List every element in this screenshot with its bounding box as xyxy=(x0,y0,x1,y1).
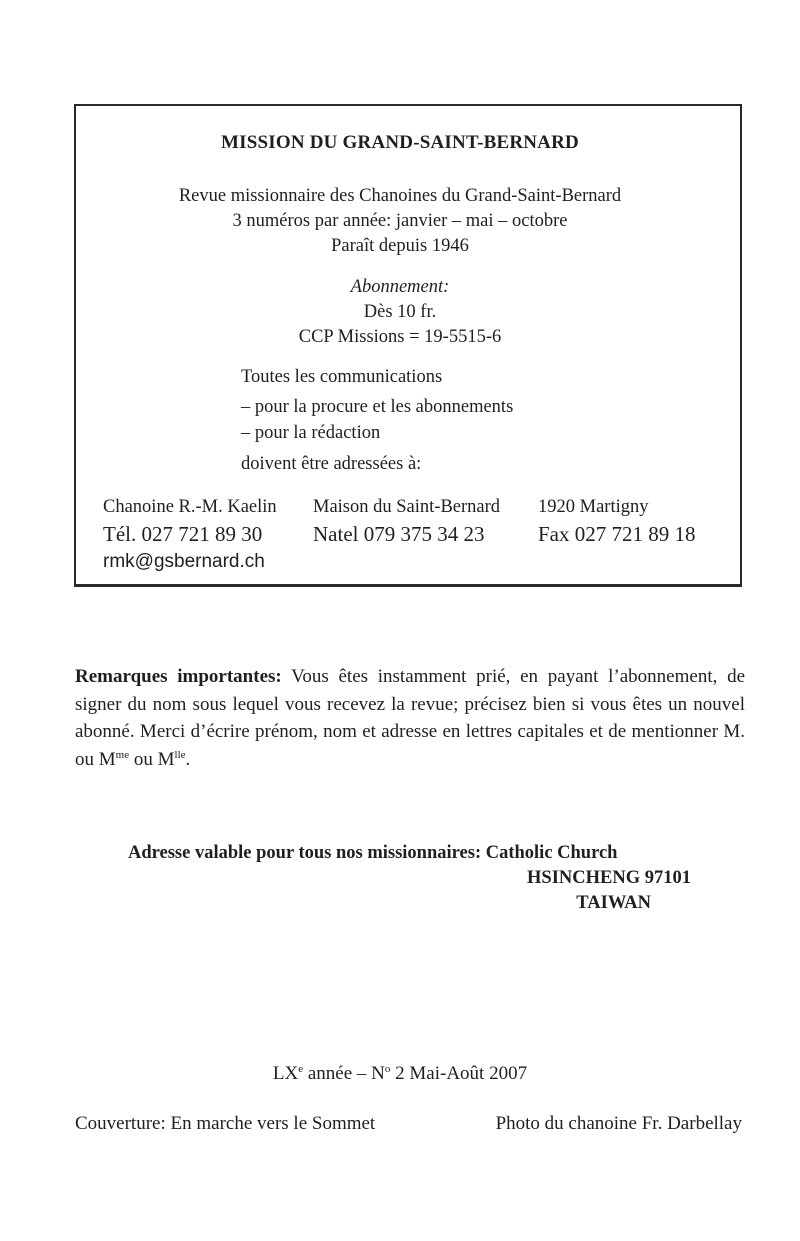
contact-house: Maison du Saint-Bernard xyxy=(313,497,501,517)
issue-number-label: année – N xyxy=(303,1063,385,1084)
address-line-2: HSINCHENG 97101 xyxy=(527,868,691,888)
photo-credit: Photo du chanoine Fr. Darbellay xyxy=(495,1113,742,1134)
remarks-sup-lle: lle xyxy=(174,748,186,761)
issue-volume-sup: e xyxy=(298,1063,304,1075)
remarks-sup-me: me xyxy=(115,748,130,761)
contact-city: 1920 Martigny xyxy=(538,497,649,517)
communications-outro: doivent être adressées à: xyxy=(241,454,422,474)
subscription-heading: Abonnement: xyxy=(350,277,450,297)
remarks-end: . xyxy=(185,748,191,770)
remarks-paragraph xyxy=(75,663,745,773)
issue-date: 2 Mai-Août 2007 xyxy=(390,1063,528,1084)
remarks-text: Vous êtes instamment prié, en payant l’abonnement, de signer du nom sous lequel vous recevez la revue; précisez bien si vous êtes un nouvel abonné. Merci d’écrire prénom, nom et adresse en lettres capitales et de mentionner M. ou M xyxy=(75,666,745,770)
issue-line xyxy=(0,1063,800,1085)
contact-email: rmk@gsbernard.ch xyxy=(103,551,265,572)
subscription-price: Dès 10 fr. xyxy=(363,302,437,322)
issue-volume: LX xyxy=(272,1063,299,1084)
subtitle-line-3: Paraît depuis 1946 xyxy=(331,236,469,256)
contact-fax: Fax 027 721 89 18 xyxy=(538,522,696,546)
contact-name: Chanoine R.-M. Kaelin xyxy=(103,497,277,517)
subtitle-line-1: Revue missionnaire des Chanoines du Grand-Saint-Bernard xyxy=(178,186,622,206)
address-line-3: TAIWAN xyxy=(576,893,651,913)
communications-item-2: – pour la rédaction xyxy=(241,423,381,443)
communications-intro: Toutes les communications xyxy=(241,367,443,387)
remarks-label: Remarques importantes: xyxy=(75,666,282,687)
ccp-account: CCP Missions = 19-5515-6 xyxy=(298,327,502,347)
issue-number-sup: o xyxy=(384,1063,391,1075)
page-title: MISSION DU GRAND-SAINT-BERNARD xyxy=(221,132,579,153)
address-line-1: Adresse valable pour tous nos missionnaires: Catholic Church xyxy=(128,843,618,863)
remarks-mid: ou M xyxy=(129,748,175,770)
communications-item-1: – pour la procure et les abonnements xyxy=(241,397,514,417)
contact-natel: Natel 079 375 34 23 xyxy=(313,522,485,546)
subtitle-line-2: 3 numéros par année: janvier – mai – octobre xyxy=(232,211,568,231)
contact-tel: Tél. 027 721 89 30 xyxy=(103,522,263,546)
cover-caption: Couverture: En marche vers le Sommet xyxy=(75,1113,376,1134)
